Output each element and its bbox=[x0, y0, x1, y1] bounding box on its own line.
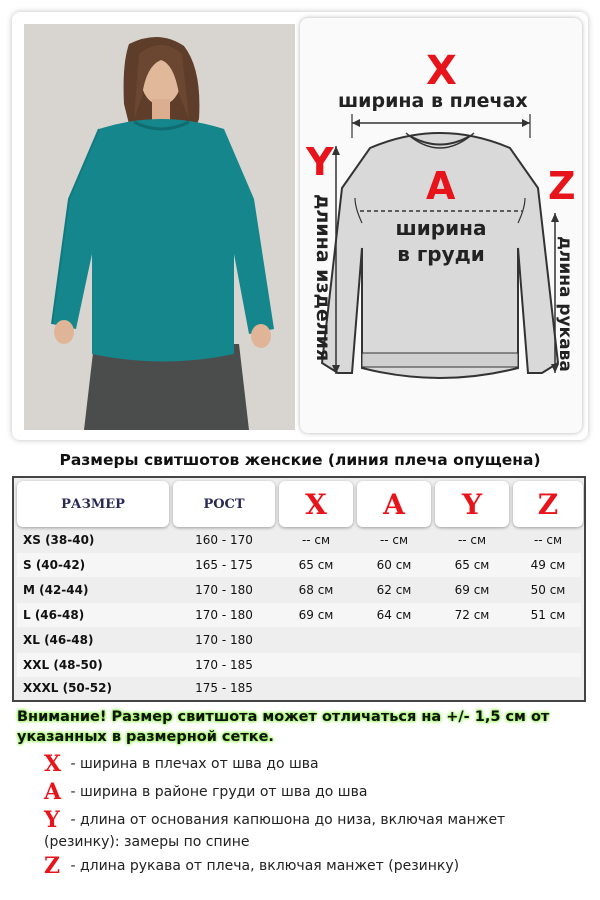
model-photo bbox=[24, 24, 295, 430]
row-x bbox=[279, 676, 353, 700]
y-caption: длина изделия bbox=[312, 194, 334, 362]
legend-item-a bbox=[44, 781, 564, 803]
table-row bbox=[17, 578, 581, 602]
header-size: РАЗМЕР bbox=[17, 481, 169, 527]
legend-text-y: - длина от основания капюшона до низа, включая манжет (резинку): замеры по спине bbox=[44, 812, 506, 850]
table-row bbox=[17, 528, 581, 552]
row-z bbox=[513, 653, 583, 677]
header-z: Z bbox=[513, 481, 583, 527]
header-a: A bbox=[357, 481, 431, 527]
table-row bbox=[17, 628, 581, 652]
row-a: 64 см bbox=[376, 608, 412, 622]
row-height: 170 - 180 bbox=[195, 583, 253, 597]
header-height: РОСТ bbox=[173, 481, 275, 527]
y-letter: Y bbox=[306, 140, 334, 184]
row-z bbox=[513, 676, 583, 700]
a-caption-line2: в груди bbox=[397, 242, 485, 266]
header-x: X bbox=[279, 481, 353, 527]
z-caption: длина рукава bbox=[555, 236, 575, 372]
row-height: 170 - 185 bbox=[195, 658, 253, 672]
size-warning: Внимание! Размер свитшота может отличаться на +/- 1,5 см от указанных в размерной сетке. bbox=[17, 709, 550, 745]
x-letter: X bbox=[426, 48, 457, 94]
table-row bbox=[17, 553, 581, 577]
table-row bbox=[17, 603, 581, 627]
row-y: 69 см bbox=[454, 583, 490, 597]
legend-letter-y: Y bbox=[44, 807, 60, 833]
legend-text-x: - ширина в плечах от шва до шва bbox=[70, 756, 319, 772]
legend-text-z: - длина рукава от плеча, включая манжет (резинку) bbox=[70, 858, 460, 874]
row-a bbox=[357, 653, 431, 677]
row-y: -- см bbox=[457, 533, 487, 547]
row-a: 60 см bbox=[376, 558, 412, 572]
row-z: -- см bbox=[533, 533, 563, 547]
row-x: 68 см bbox=[298, 583, 334, 597]
row-size: L (46-48) bbox=[23, 608, 85, 622]
row-y bbox=[435, 676, 509, 700]
row-size: XL (46-48) bbox=[23, 633, 94, 647]
model-illustration bbox=[24, 24, 295, 430]
z-letter: Z bbox=[548, 164, 576, 208]
row-size: XXXL (50-52) bbox=[23, 681, 112, 695]
a-caption-line1: ширина bbox=[395, 216, 487, 240]
row-height: 175 - 185 bbox=[195, 681, 253, 695]
row-height: 170 - 180 bbox=[195, 633, 253, 647]
row-y: 72 см bbox=[454, 608, 490, 622]
legend-text-a: - ширина в районе груди от шва до шва bbox=[70, 784, 368, 800]
legend-letter-a: A bbox=[44, 779, 62, 805]
legend-letter-x: X bbox=[44, 751, 62, 777]
legend-letter-z: Z bbox=[44, 853, 61, 879]
row-a: 62 см bbox=[376, 583, 412, 597]
row-x bbox=[279, 628, 353, 652]
row-z: 51 см bbox=[530, 608, 566, 622]
row-a bbox=[357, 676, 431, 700]
a-letter: A bbox=[426, 164, 456, 208]
row-y bbox=[435, 628, 509, 652]
table-row bbox=[17, 676, 581, 700]
measurement-diagram bbox=[300, 18, 582, 433]
row-size: M (42-44) bbox=[23, 583, 89, 597]
row-x bbox=[279, 653, 353, 677]
row-x: 69 см bbox=[298, 608, 334, 622]
header-y: Y bbox=[435, 481, 509, 527]
row-size: XS (38-40) bbox=[23, 533, 95, 547]
row-y bbox=[435, 653, 509, 677]
legend-item-y bbox=[44, 809, 554, 853]
row-height: 160 - 170 bbox=[195, 533, 253, 547]
x-caption: ширина в плечах bbox=[338, 90, 528, 112]
row-x: 65 см bbox=[298, 558, 334, 572]
row-height: 165 - 175 bbox=[195, 558, 253, 572]
row-size: S (40-42) bbox=[23, 558, 86, 572]
row-size: XXL (48-50) bbox=[23, 658, 103, 672]
row-z: 49 см bbox=[530, 558, 566, 572]
row-y: 65 см bbox=[454, 558, 490, 572]
size-table bbox=[12, 476, 586, 702]
size-table-header bbox=[17, 481, 581, 527]
row-x: -- см bbox=[301, 533, 331, 547]
row-a: -- см bbox=[379, 533, 409, 547]
size-table-title: Размеры свитшотов женские (линия плеча опущена) bbox=[59, 451, 541, 469]
row-height: 170 - 180 bbox=[195, 608, 253, 622]
row-z bbox=[513, 628, 583, 652]
row-a bbox=[357, 628, 431, 652]
row-z: 50 см bbox=[530, 583, 566, 597]
table-row bbox=[17, 653, 581, 677]
legend-item-x bbox=[44, 753, 564, 775]
legend-item-z bbox=[44, 855, 564, 877]
